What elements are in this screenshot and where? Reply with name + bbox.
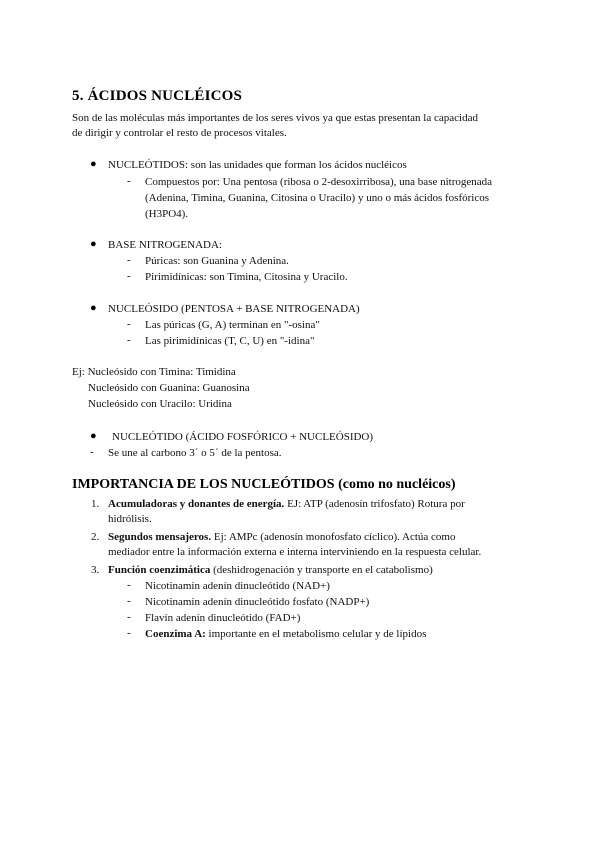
base-label: BASE NITROGENADA: xyxy=(108,239,222,251)
item-1-rest: EJ: ATP (adenosín trifosfato) Rotura por xyxy=(284,498,465,510)
dash-marker: - xyxy=(127,270,131,282)
item-number: 3. xyxy=(91,564,100,576)
item-3-rest: (deshidrogenación y transporte en el catabolismo) xyxy=(210,564,433,576)
dash-marker: - xyxy=(127,334,131,346)
importancia-item-2 xyxy=(108,530,455,545)
coenzima-bold: Coenzima A: xyxy=(145,628,206,640)
coenzyme-item-1: Nicotinamín adenín dinucleótido (NAD+) xyxy=(145,580,330,592)
coenzima-rest: importante en el metabolismo celular y de lípidos xyxy=(205,628,427,640)
example-line-2: Nucleósido con Guanina: Guanosina xyxy=(88,382,250,394)
example-line-3: Nucleósido con Uracilo: Uridina xyxy=(88,398,232,410)
bullet-marker: ● xyxy=(90,238,97,250)
bullet-marker: ● xyxy=(90,430,97,442)
coenzyme-item-3: Flavín adenín dinucleótido (FAD+) xyxy=(145,612,301,624)
dash-marker: - xyxy=(127,254,131,266)
bullet-marker: ● xyxy=(90,302,97,314)
item-2-bold: Segundos mensajeros. xyxy=(108,531,212,543)
dash-marker: - xyxy=(127,579,131,591)
dash-marker: - xyxy=(127,611,131,623)
intro-line-2: de dirigir y controlar el resto de procesos vitales. xyxy=(72,127,287,139)
nucleotidos-label: NUCLEÓTIDOS: son las unidades que forman los ácidos nucléicos xyxy=(108,159,407,171)
item-number: 2. xyxy=(91,531,100,543)
nucleotidos-sub-line-2: (Adenina, Timina, Guanina, Citosina o Uracilo) y uno o más ácidos fosfóricos xyxy=(145,192,490,204)
importancia-item-1 xyxy=(108,497,465,512)
base-item-2: Pirimidínicas: son Timina, Citosina y Uracilo. xyxy=(145,271,348,283)
nucleosido-item-1: Las púricas (G, A) terminan en "-osina" xyxy=(145,319,320,331)
page-title: 5. ÁCIDOS NUCLÉICOS xyxy=(72,88,243,104)
item-2-rest: Ej: AMPc (adenosín monofosfato cíclico). Actúa como xyxy=(211,531,456,543)
nucleotido-item: Se une al carbono 3´ o 5´ de la pentosa. xyxy=(108,447,282,459)
coenzyme-item-2: Nicotinamín adenín dinucleótido fosfato (NADP+) xyxy=(145,596,370,608)
dash-marker: - xyxy=(127,595,131,607)
importancia-item-3 xyxy=(108,563,433,578)
nucleosido-label: NUCLEÓSIDO (PENTOSA + BASE NITROGENADA) xyxy=(108,303,360,315)
dash-marker: - xyxy=(127,627,131,639)
example-line-1: Ej: Nucleósido con Timina: Timidina xyxy=(72,366,236,378)
nucleotidos-sub-line-3: (H3PO4). xyxy=(145,208,189,220)
dash-marker: - xyxy=(127,318,131,330)
coenzyme-item-4 xyxy=(145,627,426,642)
dash-marker: - xyxy=(127,175,131,187)
intro-line-1: Son de las moléculas más importantes de los seres vivos ya que estas presentan la capacidad xyxy=(72,112,478,124)
nucleotido-label: NUCLEÓTIDO (ÁCIDO FOSFÓRICO + NUCLEÓSIDO) xyxy=(112,431,374,443)
item-1-bold: Acumuladoras y donantes de energía. xyxy=(108,498,285,510)
nucleotidos-sub-line-1: Compuestos por: Una pentosa (ribosa o 2-desoxirribosa), una base nitrogenada xyxy=(145,176,493,188)
item-2-cont: mediador entre la información externa e interna interviniendo en la respuesta celular. xyxy=(108,546,482,558)
item-3-bold: Función coenzimática xyxy=(108,564,211,576)
base-item-1: Púricas: son Guanina y Adenina. xyxy=(145,255,289,267)
item-1-cont: hidrólisis. xyxy=(108,513,152,525)
importancia-title: IMPORTANCIA DE LOS NUCLEÓTIDOS (como no nucléicos) xyxy=(72,477,456,492)
dash-marker: - xyxy=(90,446,94,458)
item-number: 1. xyxy=(91,498,100,510)
nucleosido-item-2: Las pirimidínicas (T, C, U) en "-idina" xyxy=(145,335,315,347)
bullet-marker: ● xyxy=(90,158,97,170)
